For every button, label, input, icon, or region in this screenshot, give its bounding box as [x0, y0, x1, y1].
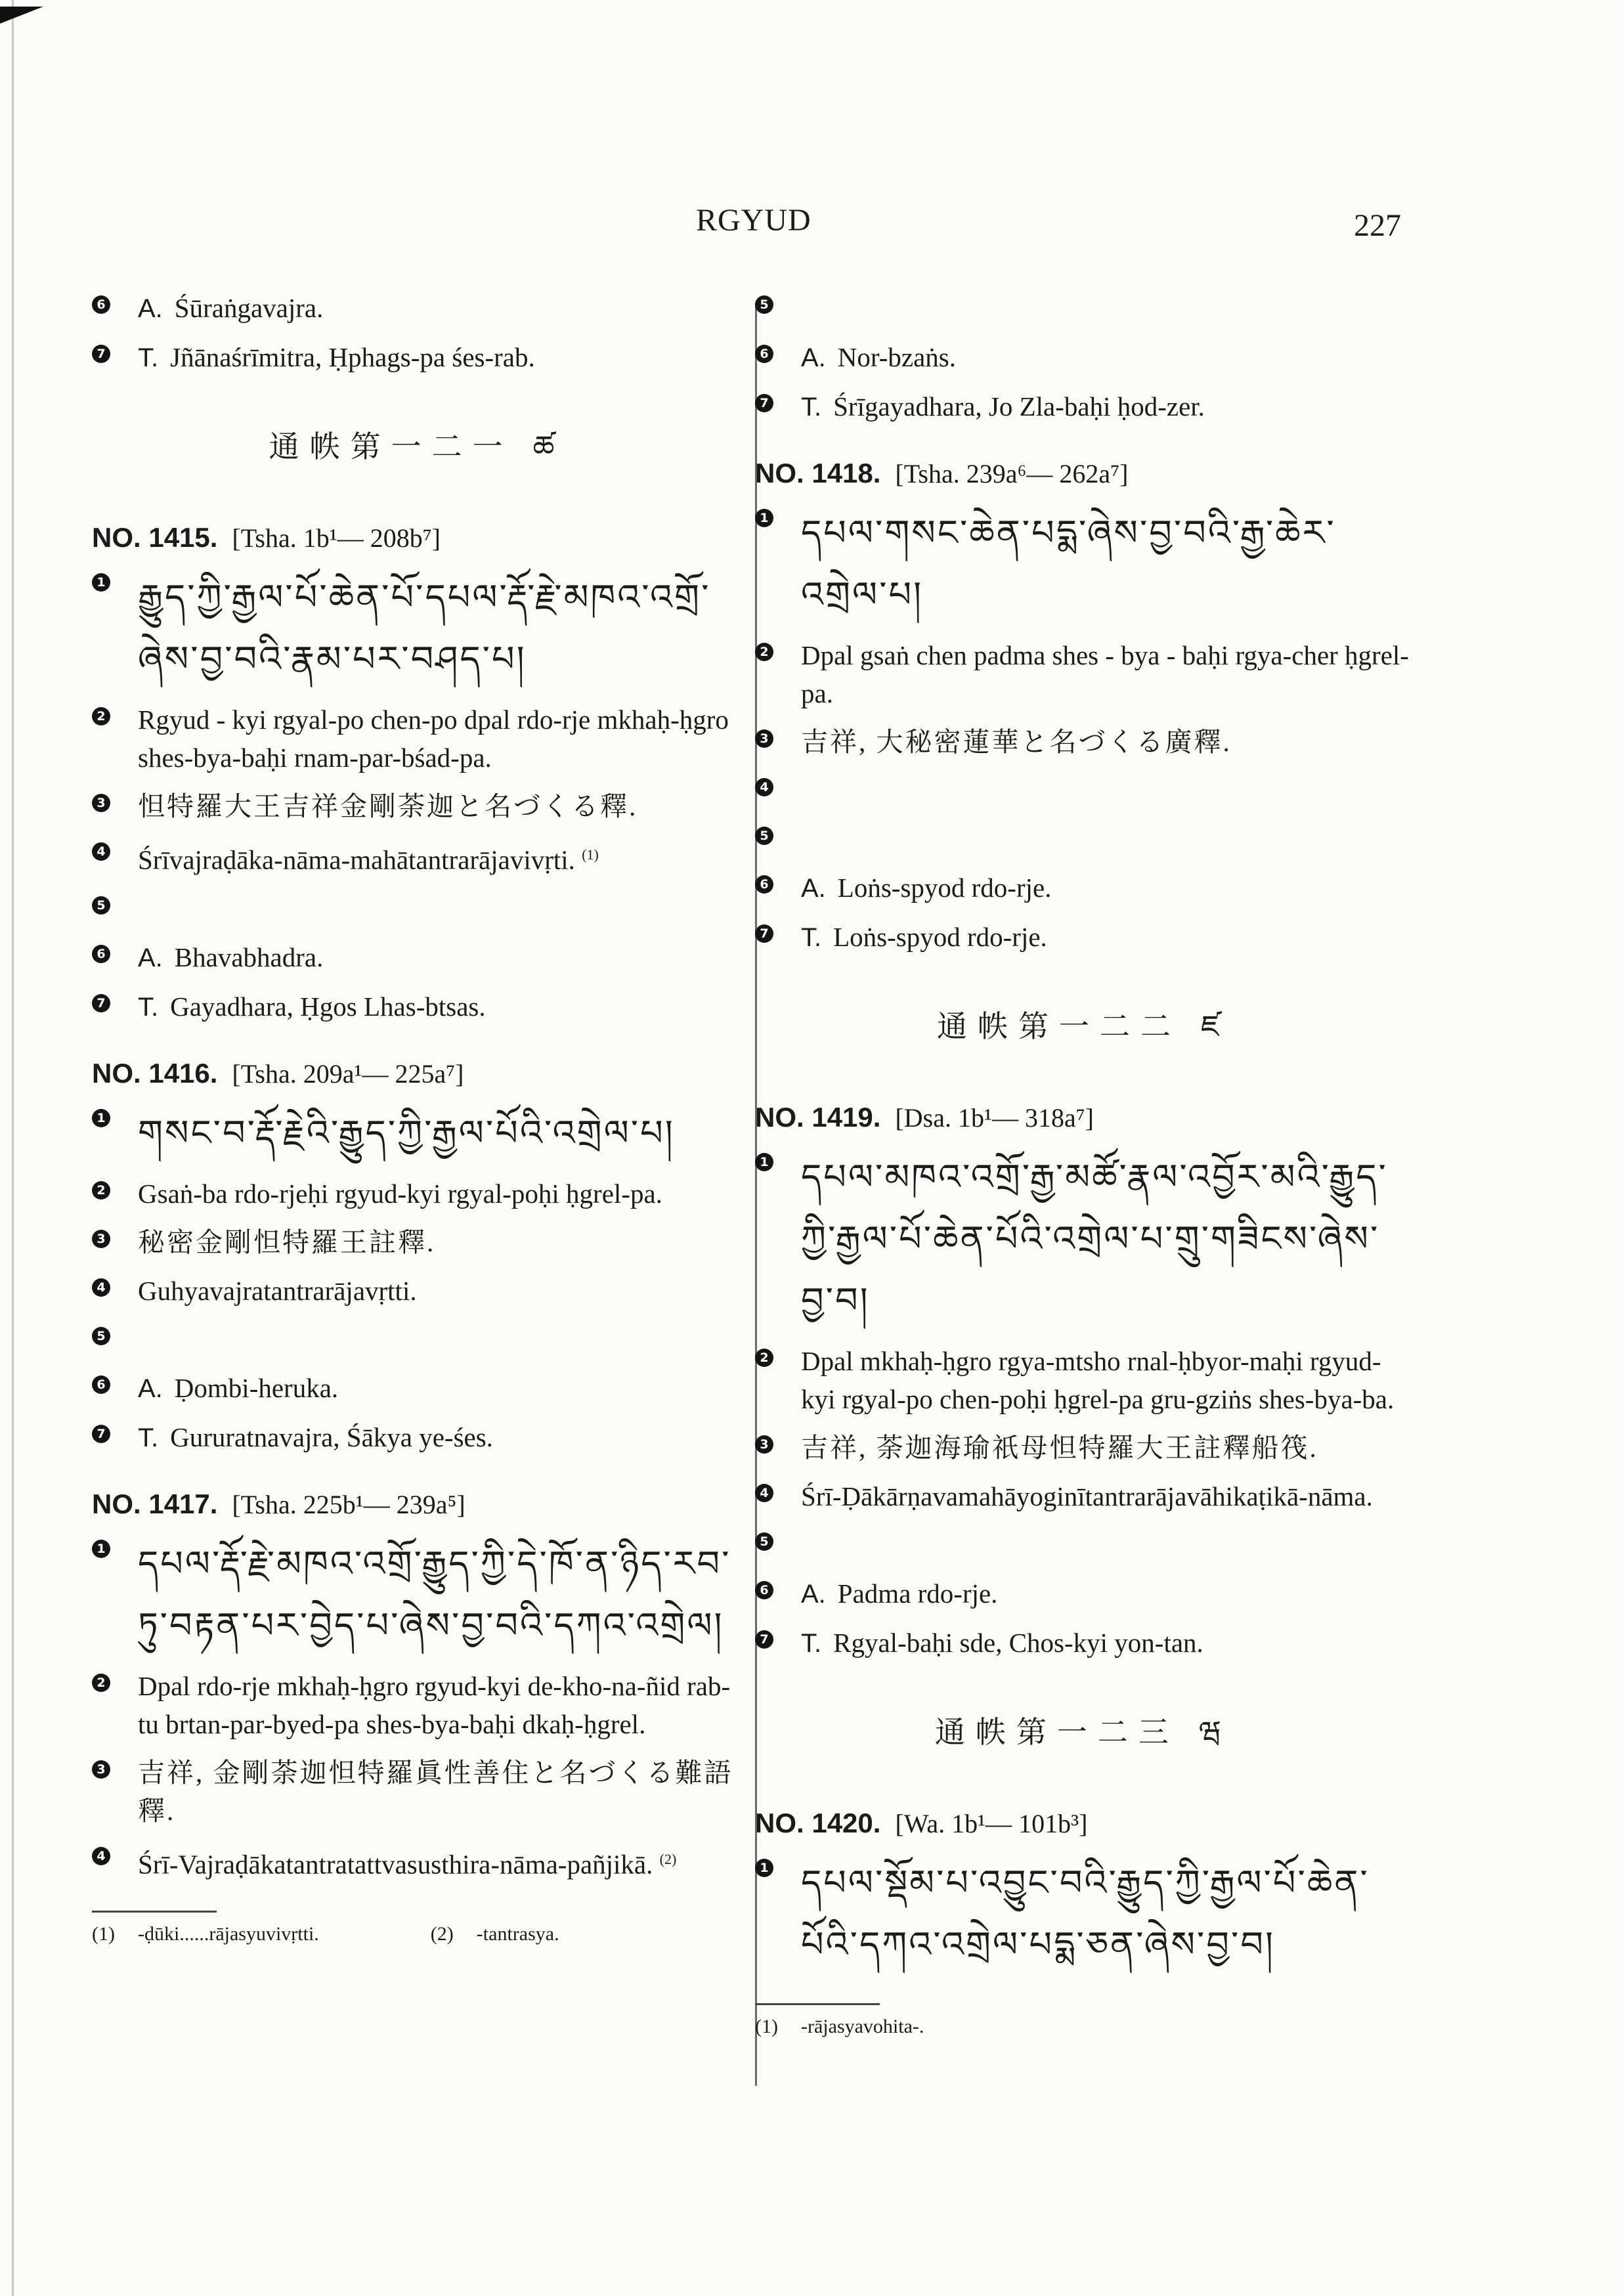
entry-field: [755, 338, 1412, 377]
field-text: [138, 1320, 742, 1358]
footnote-ref: (1): [582, 846, 599, 863]
section-heading-cjk: 通帙第一二一: [269, 430, 513, 464]
field-marker: 3: [92, 794, 110, 812]
footnote-marker: (1): [92, 1923, 115, 1945]
transliteration: Rgyud - kyi rgyal-po chen-po dpal rdo-rje mkhaḥ-ḥgro shes-bya-baḥi rnam-par-bśad-pa.: [138, 704, 729, 773]
transliteration: Gsaṅ-ba rdo-rjeḥi rgyud-kyi rgyal-poḥi ḥgrel-pa.: [138, 1178, 662, 1209]
entry-number: NO. 1415.: [92, 522, 218, 553]
section-heading: [755, 1699, 1412, 1784]
role-label: T.: [801, 923, 822, 952]
entry-reference: [Dsa. 1b¹— 318a⁷]: [895, 1103, 1094, 1133]
field-marker: 7: [92, 994, 110, 1012]
footnote-marker: (2): [430, 1923, 454, 1945]
role-label: A.: [801, 1580, 826, 1609]
section-volume-letter: ཛ: [1200, 1008, 1230, 1044]
entry-heading: [755, 1102, 1412, 1133]
field-marker: 1: [755, 1153, 773, 1171]
field-text: Śūraṅgavajra.: [174, 293, 324, 323]
left-column: [92, 289, 742, 1945]
role-label: T.: [138, 343, 159, 372]
entry-number: NO. 1420.: [755, 1808, 881, 1838]
transliteration: Dpal mkhaḥ-ḥgro rgya-mtsho rnal-ḥbyor-maḥi rgyud-kyi rgyal-po chen-poḥi ḥgrel-pa gru-gziṅs shes-bya-ba.: [801, 1346, 1395, 1414]
role-label: T.: [801, 1629, 822, 1658]
field-marker: 1: [755, 509, 773, 527]
footnote-ref: (2): [659, 1850, 677, 1867]
role-label: T.: [138, 992, 159, 1022]
entry-heading: [92, 1058, 742, 1089]
footnote-marker: (1): [755, 2016, 778, 2037]
footnote-text: -ḍūki......rājasyuvivṛtti.: [138, 1923, 319, 1945]
author: Bhavabhadra.: [174, 942, 324, 972]
field-marker: 2: [92, 707, 110, 726]
japanese-title: 怛特羅大王吉祥金剛荼迦と名づくる釋.: [138, 791, 638, 821]
field-marker: 4: [92, 842, 110, 861]
entry-number: NO. 1416.: [92, 1057, 218, 1089]
field-marker: 6: [755, 345, 773, 363]
field-marker: 7: [755, 1630, 773, 1649]
japanese-title: 吉祥, 荼迦海瑜祇母怛特羅大王註釋船筏.: [801, 1433, 1318, 1463]
field-text: [801, 1526, 1412, 1564]
field-marker: 5: [92, 1327, 110, 1345]
entry-reference: [Tsha. 239a⁶— 262a⁷]: [895, 459, 1129, 488]
entry-reference: [Tsha. 1b¹— 208b⁷]: [232, 523, 441, 553]
role-label: A.: [801, 874, 826, 903]
footnotes: [92, 1923, 742, 1945]
corner-mark: [0, 7, 43, 24]
field-marker: 7: [92, 345, 110, 363]
translator: Gayadhara, Ḥgos Lhas-btsas.: [170, 991, 486, 1022]
page-edge: [12, 0, 14, 2296]
entry-heading: [92, 1488, 742, 1520]
field-marker: 1: [92, 573, 110, 592]
field-marker: 6: [92, 295, 110, 314]
field-marker: 1: [755, 1859, 773, 1877]
footnote-text: -tantrasya.: [476, 1923, 559, 1945]
field-marker: 2: [92, 1181, 110, 1200]
author: Padma rdo-rje.: [837, 1578, 998, 1609]
section-heading-cjk: 通帙第一二三: [934, 1716, 1179, 1749]
field-marker: 2: [755, 643, 773, 661]
japanese-title: 吉祥, 大秘密蓮華と名づくる廣釋.: [801, 727, 1232, 757]
field-marker: 1: [92, 1540, 110, 1558]
role-label: T.: [801, 393, 822, 422]
role-label: T.: [138, 1423, 159, 1452]
entry-number: NO. 1417.: [92, 1488, 218, 1519]
translator: Loṅs-spyod rdo-rje.: [833, 922, 1047, 952]
entry-field: [92, 289, 742, 328]
running-title: RGYUD: [696, 203, 812, 238]
role-label: A.: [138, 294, 163, 323]
entry-heading: [755, 1808, 1412, 1839]
tibetan-title: རྒྱུད་ཀྱི་རྒྱལ་པོ་ཆེན་པོ་དཔལ་རྡོ་རྗེ་མཁའ་འགྲོ་ཞེས་བྱ་བའི་རྣམ་པར་བཤད་པ།: [138, 576, 711, 680]
sanskrit-title: [801, 771, 1412, 810]
right-column: [755, 289, 1412, 2038]
transliteration: Dpal gsaṅ chen padma shes - bya - baḥi rgya-cher ḥgrel-pa.: [801, 640, 1409, 708]
field-text: Jñānaśrīmitra, Ḥphags-pa śes-rab.: [170, 342, 535, 372]
entry-field: [755, 387, 1412, 426]
footnote-rule: [755, 2003, 880, 2005]
field-marker: 3: [92, 1230, 110, 1248]
japanese-title: 吉祥, 金剛荼迦怛特羅眞性善住と名づくる難語釋.: [138, 1757, 733, 1826]
entry-heading: [92, 522, 742, 553]
tibetan-title: དཔལ་རྡོ་རྗེ་མཁའ་འགྲོ་རྒྱུད་ཀྱི་དེ་ཁོ་ན་ཉིད་རབ་ཏུ་བརྟན་པར་བྱེད་པ་ཞེས་བྱ་བའི་དཀའ་འགྲེལ།: [138, 1542, 731, 1646]
field-marker: 4: [92, 1278, 110, 1297]
entry-number: NO. 1418.: [755, 458, 881, 488]
field-marker: 7: [755, 924, 773, 943]
field-text: [801, 820, 1412, 858]
footnotes: [755, 2016, 1412, 2038]
tibetan-title: གསང་བ་རྡོ་རྗེའི་རྒྱུད་ཀྱི་རྒྱལ་པོའི་འགྲེལ་པ།: [138, 1112, 675, 1154]
role-label: A.: [138, 1374, 163, 1403]
japanese-title: 秘密金剛怛特羅王註釋.: [138, 1226, 436, 1257]
tibetan-title: དཔལ་སྡོམ་པ་འབྱུང་བའི་རྒྱུད་ཀྱི་རྒྱལ་པོ་ཆེན་པོའི་དཀའ་འགྲེལ་པདྨ་ཅན་ཞེས་བྱ་བ།: [801, 1862, 1370, 1965]
tibetan-title: དཔལ་གསང་ཆེན་པདྨ་ཞེས་བྱ་བའི་རྒྱ་ཆེར་འགྲེལ་པ།: [801, 512, 1336, 615]
field-marker: 7: [755, 394, 773, 412]
sanskrit-title: Guhyavajratantrarājavṛtti.: [138, 1275, 417, 1306]
field-marker: 3: [92, 1760, 110, 1779]
section-volume-letter: ཚ: [532, 429, 565, 464]
entry-field: [755, 289, 1412, 328]
footnote-text: -rājasyavohita-.: [801, 2016, 924, 2037]
field-marker: 2: [92, 1674, 110, 1692]
entry-number: NO. 1419.: [755, 1102, 881, 1133]
entry-reference: [Tsha. 209a¹— 225a⁷]: [232, 1058, 464, 1089]
role-label: A.: [801, 343, 826, 372]
field-marker: 5: [755, 1532, 773, 1551]
field-text: Nor-bzaṅs.: [837, 342, 956, 372]
entry-heading: [755, 458, 1412, 489]
field-marker: 6: [92, 945, 110, 963]
section-heading-cjk: 通帙第一二二: [936, 1010, 1181, 1043]
field-marker: 2: [755, 1349, 773, 1367]
field-marker: 6: [755, 1581, 773, 1599]
translator: Rgyal-baḥi sde, Chos-kyi yon-tan.: [833, 1628, 1203, 1658]
sanskrit-title: Śrīvajraḍāka-nāma-mahātantrarājavivṛti.: [138, 844, 575, 875]
sanskrit-title: Śrī-Ḍākārṇavamahāyoginītantrarājavāhikaṭikā-nāma.: [801, 1481, 1373, 1511]
entry-field: [92, 338, 742, 377]
field-marker: 4: [755, 778, 773, 796]
field-marker: 6: [92, 1375, 110, 1394]
author: Loṅs-spyod rdo-rje.: [837, 873, 1052, 903]
field-marker: 7: [92, 1425, 110, 1443]
field-marker: 5: [755, 827, 773, 845]
translator: Gururatnavajra, Śākya ye-śes.: [170, 1421, 493, 1452]
section-heading: [92, 414, 742, 498]
footnote-rule: [92, 1911, 217, 1913]
field-marker: 6: [755, 875, 773, 894]
field-marker: 1: [92, 1109, 110, 1127]
role-label: A.: [138, 943, 163, 972]
field-marker: 5: [755, 295, 773, 314]
section-volume-letter: ཝ: [1198, 1714, 1232, 1750]
author: Ḍombi-heruka.: [174, 1372, 339, 1403]
transliteration: Dpal rdo-rje mkhaḥ-ḥgro rgyud-kyi de-kho-na-ñid rab-tu brtan-par-byed-pa shes-bya-baḥi dkaḥ-ḥgrel.: [138, 1670, 731, 1739]
field-marker: 3: [755, 729, 773, 748]
entry-reference: [Tsha. 225b¹— 239a⁵]: [232, 1489, 465, 1519]
entry-reference: [Wa. 1b¹— 101b³]: [895, 1809, 1088, 1838]
field-marker: 3: [755, 1435, 773, 1454]
field-marker: 5: [92, 896, 110, 915]
page-number: 227: [1354, 208, 1401, 243]
section-heading: [755, 993, 1412, 1078]
sanskrit-title: Śrī-Vajraḍākatantratattvasusthira-nāma-pañjikā.: [138, 1849, 653, 1880]
tibetan-title: དཔལ་མཁའ་འགྲོ་རྒྱ་མཚོ་རྣལ་འབྱོར་མའི་རྒྱུད་ཀྱི་རྒྱལ་པོ་ཆེན་པོའི་འགྲེལ་པ་གྲུ་གཟིངས་ཞེས་བྱ་བ།: [801, 1156, 1388, 1321]
field-text: Śrīgayadhara, Jo Zla-baḥi ḥod-zer.: [833, 391, 1205, 422]
field-text: [138, 890, 742, 928]
field-marker: 4: [92, 1847, 110, 1865]
field-marker: 4: [755, 1484, 773, 1502]
